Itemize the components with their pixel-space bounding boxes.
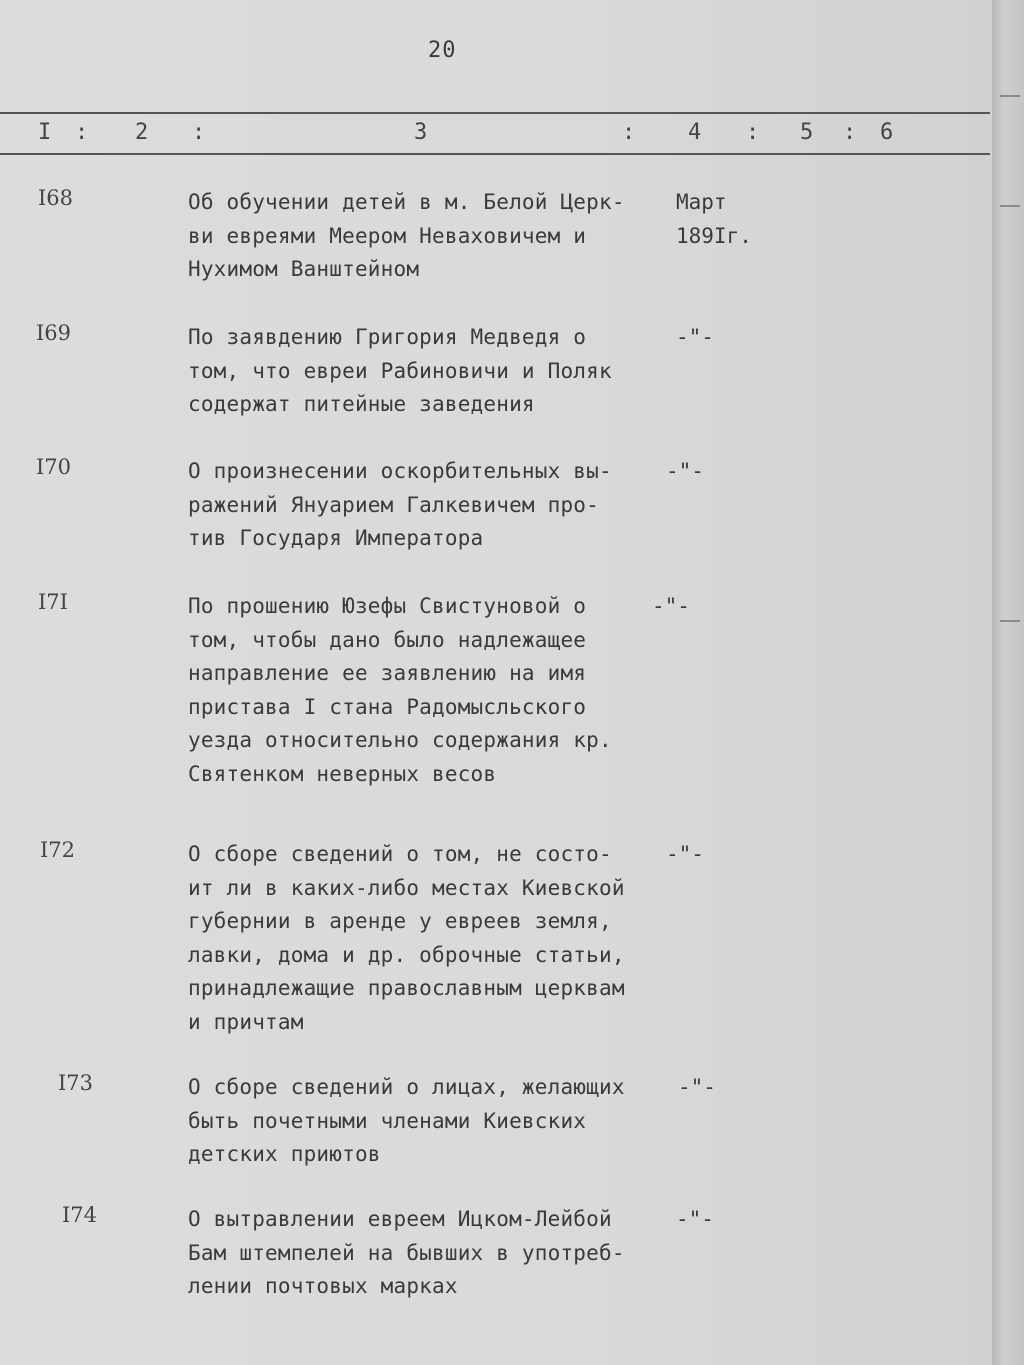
page-number: 20 (428, 38, 457, 63)
date-line: -"- (666, 459, 704, 483)
column-header-6: 6 (880, 120, 894, 145)
entry-number: I68 (38, 186, 74, 210)
entry-description (188, 455, 612, 556)
entry-date (676, 321, 714, 355)
date-line: -"- (676, 325, 714, 349)
column-separator: : (75, 120, 89, 145)
description-line: пристава I стана Радомысльского (188, 694, 587, 719)
description-line: Нухимом Ванштейном (188, 257, 420, 281)
date-line: -"- (666, 842, 704, 866)
description-line: О сборе сведений о лицах, желающих (188, 1075, 625, 1099)
description-line: По прошению Юзефы Свистуновой о (188, 594, 587, 618)
edge-mark (1000, 620, 1020, 622)
description-line: лении почтовых марках (188, 1274, 458, 1298)
column-header-5: 5 (800, 120, 814, 145)
entry-date (678, 1071, 716, 1105)
description-line: быть почетными членами Киевских (188, 1108, 587, 1133)
column-separator: : (192, 120, 206, 145)
description-line: содержат питейные заведения (188, 392, 535, 416)
description-line: детских приютов (188, 1142, 381, 1166)
description-line: Святенком неверных весов (188, 761, 497, 786)
column-separator: : (843, 120, 857, 145)
column-header-4: 4 (688, 120, 702, 145)
date-line: -"- (652, 594, 690, 618)
description-line: том, что евреи Рабиновичи и Поляк (188, 358, 612, 383)
description-line: направление ее заявлению на имя (188, 661, 587, 685)
entry-date (666, 455, 704, 489)
entry-number: I7I (38, 590, 68, 614)
column-header-1: I (38, 120, 52, 145)
entry-date (676, 186, 752, 253)
description-line: губернии в аренде у евреев земля, (188, 909, 612, 933)
description-line: том, чтобы дано было надлежащее (188, 627, 587, 652)
column-header-3: 3 (414, 120, 428, 145)
edge-mark (1000, 95, 1020, 97)
description-line: О сборе сведений о том, не состо- (188, 842, 612, 866)
description-line: О вытравлении евреем Ицком-Лейбой (188, 1207, 612, 1231)
entry-number: I70 (36, 455, 72, 479)
date-line: -"- (676, 1207, 714, 1231)
entry-description (188, 590, 612, 791)
description-line: уезда относительно содержания кр. (188, 728, 612, 752)
description-line: О произнесении оскорбительных вы- (188, 459, 612, 483)
entry-description (188, 321, 612, 422)
entry-number: I73 (58, 1071, 94, 1095)
date-line: 189Iг. (676, 223, 752, 248)
entry-number: I72 (40, 838, 76, 862)
description-line: и причтам (188, 1009, 304, 1034)
description-line: ражений Януарием Галкевичем про- (188, 492, 599, 517)
column-header-2: 2 (135, 120, 149, 145)
entry-date (652, 590, 690, 624)
header-rule-bottom (0, 153, 990, 155)
column-separator: : (622, 120, 636, 145)
description-line: лавки, дома и др. оброчные статьи, (188, 942, 625, 967)
entry-date (676, 1203, 714, 1237)
date-line: -"- (678, 1075, 716, 1099)
entry-description (188, 186, 625, 287)
description-line: По заявдению Григория Медведя о (188, 325, 587, 349)
column-separator: : (746, 120, 760, 145)
description-line: Бам штемпелей на бывших в употреб- (188, 1240, 625, 1265)
description-line: Об обучении детей в м. Белой Церк- (188, 190, 625, 214)
description-line: тив Государя Императора (188, 526, 484, 550)
entry-description (188, 1203, 625, 1304)
entry-number: I74 (62, 1203, 98, 1227)
edge-mark (1000, 205, 1020, 207)
entry-date (666, 838, 704, 872)
description-line: ви евреями Меером Неваховичем и (188, 223, 587, 248)
description-line: ит ли в каких-либо местах Киевской (188, 875, 625, 900)
entry-number: I69 (36, 321, 72, 345)
date-line: Март (676, 190, 727, 214)
entry-description (188, 838, 625, 1039)
header-rule-top (0, 112, 990, 114)
description-line: принадлежащие православным церквам (188, 976, 625, 1000)
entry-description (188, 1071, 625, 1172)
